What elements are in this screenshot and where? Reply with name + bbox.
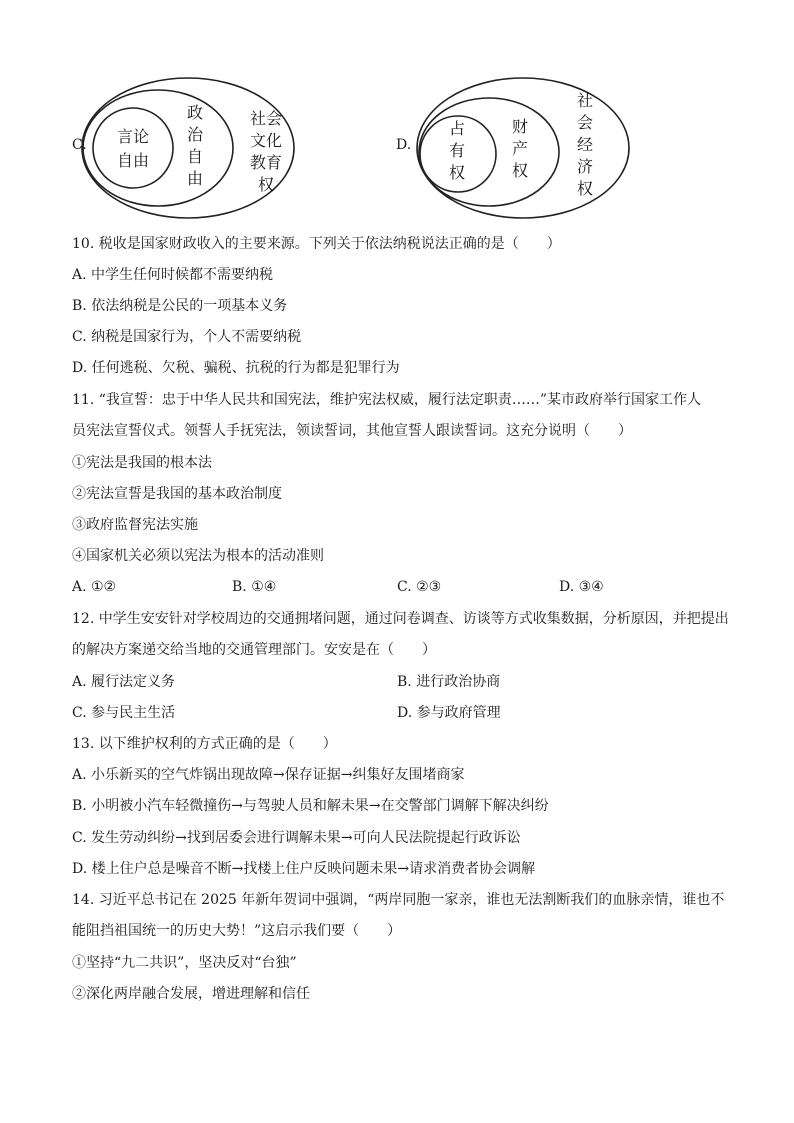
q12-option-d[interactable]: D. 参与政府管理 (397, 705, 501, 721)
diagram-d-middle-text-3: 权 (511, 161, 529, 180)
q10-option-a[interactable]: A. 中学生任何时候都不需要纳税 (72, 267, 274, 283)
q12-stem-line-2: 的解决方案递交给当地的交通管理部门。安安是在（ ） (72, 642, 436, 658)
q10-option-b[interactable]: B. 依法纳税是公民的一项基本义务 (72, 298, 288, 314)
q13-option-d[interactable]: D. 楼上住户总是噪音不断→找楼上住户反映问题未果→请求消费者协会调解 (72, 861, 536, 877)
q11-stem-line-1: 11. “我宣誓：忠于中华人民共和国宪法，维护宪法权威，履行法定职责……”某市政府举行国家工作人 (72, 392, 702, 408)
q12-stem-line-1: 12. 中学生安安针对学校周边的交通拥堵问题，通过问卷调查、访谈等方式收集数据，分析原因，并把提出 (72, 611, 729, 627)
diagram-c-middle-text-2: 治 (186, 125, 204, 144)
q11-options (72, 578, 732, 596)
q11-option-b[interactable]: B. ①④ (232, 579, 277, 595)
q11-statement-2: ②宪法宣誓是我国的基本政治制度 (72, 486, 282, 502)
diagram-d-inner-text-2: 有 (448, 141, 466, 160)
diagram-d-outer-text-1: 社 (576, 91, 594, 110)
q12-option-c[interactable]: C. 参与民主生活 (72, 705, 176, 721)
diagram-c-outer-text-4: 权 (257, 175, 275, 194)
q10-option-c[interactable]: C. 纳税是国家行为，个人不需要纳税 (72, 329, 302, 345)
q14-statement-1: ①坚持“九二共识”，坚决反对“台独” (72, 955, 297, 971)
q11-option-c[interactable]: C. ②③ (397, 579, 442, 595)
q11-statement-1: ①宪法是我国的根本法 (72, 455, 212, 471)
diagram-c-outer-text-1: 社会 (249, 109, 283, 128)
q11-statement-3: ③政府监督宪法实施 (72, 517, 198, 533)
q12-options-row-1 (72, 673, 732, 691)
q14-stem-line-2: 能阻挡祖国统一的历史大势！”这启示我们要（ ） (72, 923, 402, 939)
diagram-c-middle-text-4: 由 (186, 169, 204, 188)
diagram-d-middle-ellipse (419, 98, 559, 206)
diagram-c (80, 70, 320, 225)
diagram-c-inner-text-1: 言论 (116, 127, 150, 146)
diagram-c-outer-text-2: 文化 (249, 131, 283, 150)
q11-option-d[interactable]: D. ③④ (559, 579, 604, 595)
diagram-c-middle-text-3: 自 (186, 147, 204, 166)
q14-statement-2: ②深化两岸融合发展，增进理解和信任 (72, 986, 310, 1002)
diagram-d-middle-text-1: 财 (511, 117, 529, 136)
q10-option-d[interactable]: D. 任何逃税、欠税、骗税、抗税的行为都是犯罪行为 (72, 360, 400, 376)
q13-option-c[interactable]: C. 发生劳动纠纷→找到居委会进行调解未果→可向人民法院提起行政诉讼 (72, 830, 521, 846)
q10-stem: 10. 税收是国家财政收入的主要来源。下列关于依法纳税说法正确的是（ ） (72, 236, 561, 252)
diagram-d-inner-text-3: 权 (448, 163, 466, 182)
diagram-d-outer-text-3: 经 (576, 135, 594, 154)
q12-option-b[interactable]: B. 进行政治协商 (397, 674, 501, 690)
diagram-c-middle-ellipse (83, 90, 233, 206)
diagram-d-inner-text-1: 占 (448, 119, 466, 138)
q13-option-b[interactable]: B. 小明被小汽车轻微撞伤→与驾驶人员和解未果→在交警部门调解下解决纠纷 (72, 798, 549, 814)
option-d-label[interactable]: D. (396, 137, 412, 153)
diagram-d-outer-text-4: 济 (576, 157, 594, 176)
q11-stem-line-2: 员宪法宣誓仪式。领誓人手抚宪法，领读誓词，其他宣誓人跟读誓词。这充分说明（ ） (72, 423, 632, 439)
diagram-c-inner-circle (93, 108, 173, 188)
diagram-d (405, 70, 635, 225)
q13-stem: 13. 以下维护权利的方式正确的是（ ） (72, 736, 337, 752)
q11-option-a[interactable]: A. ①② (72, 579, 117, 595)
option-c-label[interactable]: C. (72, 137, 87, 153)
q12-option-a[interactable]: A. 履行法定义务 (72, 674, 176, 690)
diagram-d-outer-text-5: 权 (576, 179, 594, 198)
diagram-d-middle-text-2: 产 (511, 139, 529, 158)
diagram-d-outer-text-2: 会 (576, 113, 594, 132)
diagram-c-middle-text-1: 政 (186, 103, 204, 122)
diagram-c-inner-text-2: 自由 (116, 151, 150, 170)
q13-option-a[interactable]: A. 小乐新买的空气炸锅出现故障→保存证据→纠集好友围堵商家 (72, 767, 465, 783)
q14-stem-line-1: 14. 习近平总书记在 2025 年新年贺词中强调，“两岸同胞一家亲，谁也无法割断我们的血脉亲情，谁也不 (72, 892, 725, 908)
q11-statement-4: ④国家机关必须以宪法为根本的活动准则 (72, 548, 324, 564)
q12-options-row-2 (72, 704, 732, 722)
diagram-c-outer-text-3: 教育 (249, 153, 283, 172)
